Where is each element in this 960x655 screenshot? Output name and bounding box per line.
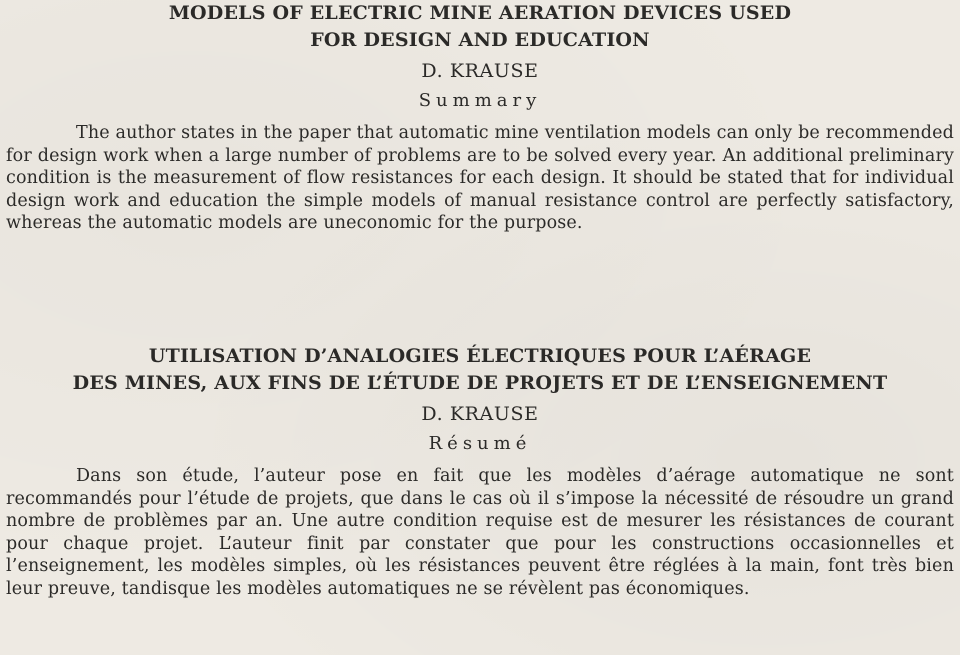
english-summary-text: The author states in the paper that automatic mine ventilation models can only be recommended for design work when a large number of problems are to be solved every year. An additional preliminary condition is the measurement of flow resistances for each design. It should be stated that for individual design work and education the simple models of manual resistance control are perfectly satisfactory, whereas the automatic models are uneconomic for the purpose. bbox=[6, 123, 954, 233]
french-author: D. KRAUSE bbox=[421, 403, 539, 425]
french-title bbox=[6, 343, 954, 397]
french-title-line-1: UTILISATION D’ANALOGIES ÉLECTRIQUES POUR L’AÉRAGE bbox=[148, 345, 812, 367]
french-title-line-2: DES MINES, AUX FINS DE L’ÉTUDE DE PROJETS ET DE L’ENSEIGNEMENT bbox=[72, 372, 888, 394]
english-title-line-1: MODELS OF ELECTRIC MINE AERATION DEVICES USED bbox=[168, 2, 792, 24]
french-abstract bbox=[6, 343, 954, 600]
english-title bbox=[6, 0, 954, 54]
english-summary-heading: Summary bbox=[418, 90, 542, 111]
french-resume-heading: Résumé bbox=[428, 433, 532, 454]
english-abstract bbox=[6, 0, 954, 235]
english-author: D. KRAUSE bbox=[421, 60, 539, 82]
english-title-line-2: FOR DESIGN AND EDUCATION bbox=[310, 29, 650, 51]
french-resume-text: Dans son étude, l’auteur pose en fait que les modèles d’aérage automatique ne sont recommandés pour l’étude de projets, que dans le cas où il s’impose la nécessité de résoudre un grand nombre de problèmes par an. Une autre condition requise est de mesurer les résistances de courant pour chaque projet. L’auteur finit par constater que pour les constructions occasionnelles et l’enseignement, les modèles simples, où les résistances peuvent être réglées à la main, font très bien leur preuve, tandisque les modèles automatiques ne se révèlent pas économiques. bbox=[6, 466, 954, 599]
